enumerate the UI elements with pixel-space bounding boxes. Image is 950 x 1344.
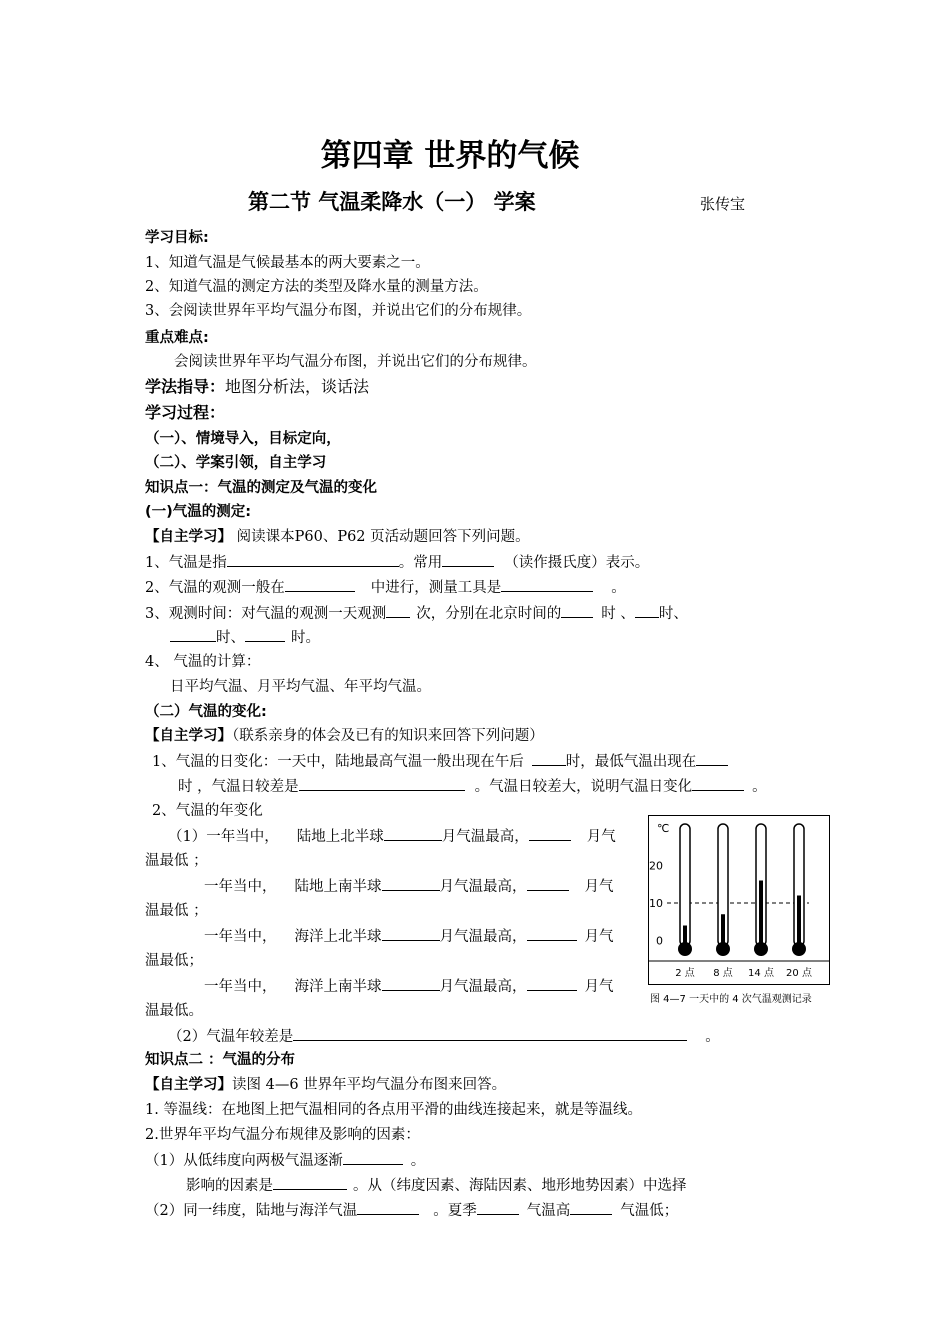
process-heading: 学习过程： xyxy=(145,403,226,422)
knowledge-text: 2.世界年平均气温分布规律及影响的因素： xyxy=(145,1127,420,1143)
knowledge-point-heading: 知识点一：气温的测定及气温的变化 xyxy=(145,480,377,496)
instruction-text: 阅读课本P60、P62 页活动题回答下列问题。 xyxy=(232,529,530,545)
goal-item: 2、知道气温的测定方法的类型及降水量的测量方法。 xyxy=(145,279,488,295)
question-text: （1） xyxy=(168,829,207,845)
question-text: 气温高 xyxy=(526,1203,571,1219)
answer-blank[interactable] xyxy=(561,603,593,618)
mercury-column xyxy=(759,881,763,950)
step-heading: （一）、情境导入，目标定向， xyxy=(145,431,341,447)
question-text: （1）从低纬度向两极气温逐渐 xyxy=(145,1153,343,1169)
time-label: 20 点 xyxy=(786,968,812,979)
question-text: （2）同一纬度，陆地与海洋气温 xyxy=(145,1203,358,1219)
question-text: 。 xyxy=(705,1029,720,1045)
y-tick-label: 20 xyxy=(649,859,663,873)
question-line xyxy=(178,776,767,797)
question-text: 3、观测时间：对气温的观测一天观测 xyxy=(145,606,387,622)
answer-blank[interactable] xyxy=(692,776,744,791)
question-text: 月气 xyxy=(584,979,614,995)
question-text: 海洋上北半球 xyxy=(294,929,382,945)
question-text: 时，最低气温出现在 xyxy=(565,754,697,770)
subsection-heading: （二）气温的变化: xyxy=(145,704,267,720)
self-study-line xyxy=(145,527,530,547)
question-text: 时。 xyxy=(291,630,320,646)
instruction-text: 读图 4—6 世界年平均气温分布图来回答。 xyxy=(232,1077,507,1093)
question-text: 陆地上北半球 xyxy=(296,829,384,845)
mercury-column xyxy=(797,896,801,950)
question-line xyxy=(145,577,626,598)
question-text: 日平均气温、月平均气温、年平均气温。 xyxy=(170,679,431,695)
question-text: 。 xyxy=(752,779,767,795)
unit-label: ℃ xyxy=(657,822,670,835)
section-subtitle: 第二节 气温柔降水（一） 学案 xyxy=(248,190,536,214)
self-study-label: 【自主学习】 xyxy=(145,728,232,744)
question-text: 月气温最高， xyxy=(441,829,529,845)
question-line xyxy=(204,876,614,897)
time-label: 8 点 xyxy=(713,968,733,979)
mercury-column xyxy=(683,926,687,950)
answer-blank[interactable] xyxy=(477,1200,519,1215)
question-text: 海洋上南半球 xyxy=(294,979,382,995)
answer-blank[interactable] xyxy=(527,926,577,941)
method-label: 学法指导： xyxy=(145,377,226,396)
answer-blank[interactable] xyxy=(285,577,355,592)
question-text: 2、气温的年变化 xyxy=(152,803,263,819)
question-text: 。气温日较差大，说明气温日变化 xyxy=(474,779,693,795)
question-text: 2、气温的观测一般在 xyxy=(145,580,285,596)
question-text: 次，分别在北京时间的 xyxy=(416,606,562,622)
question-text: 时 ，气温日较差是 xyxy=(178,779,299,795)
question-text: 月气 xyxy=(584,879,614,895)
question-text: 月气温最高， xyxy=(439,979,527,995)
question-text: 中进行，测量工具是 xyxy=(370,580,502,596)
question-text: 月气温最高， xyxy=(439,929,527,945)
question-line xyxy=(168,826,616,847)
time-label: 14 点 xyxy=(748,968,774,979)
method-text: 地图分析法，谈话法 xyxy=(225,377,370,396)
question-text: 温最低 ； xyxy=(145,903,208,919)
question-text: 气温低； xyxy=(620,1203,679,1219)
question-text: 。 xyxy=(410,1153,426,1169)
question-line xyxy=(145,603,688,624)
answer-blank[interactable] xyxy=(501,577,593,592)
question-text: 一年当中， xyxy=(206,829,279,845)
y-tick-label: 0 xyxy=(656,934,663,948)
question-text: 温最低。 xyxy=(145,1003,203,1019)
key-heading: 重点难点: xyxy=(145,330,209,346)
question-text: 。从（纬度因素、海陆因素、地形地势因素）中选择 xyxy=(353,1178,687,1194)
answer-blank[interactable] xyxy=(273,1175,347,1190)
question-text: 陆地上南半球 xyxy=(294,879,382,895)
author-name: 张传宝 xyxy=(700,195,746,213)
answer-blank[interactable] xyxy=(527,976,577,991)
question-text: 时、 xyxy=(658,606,688,622)
answer-blank[interactable] xyxy=(386,603,410,618)
question-text: 。常用 xyxy=(398,555,443,571)
answer-blank[interactable] xyxy=(382,926,440,941)
knowledge-point-heading: 知识点二 ：气温的分布 xyxy=(145,1052,296,1068)
answer-blank[interactable] xyxy=(382,976,440,991)
answer-blank[interactable] xyxy=(170,627,216,642)
answer-blank[interactable] xyxy=(529,826,571,841)
question-line xyxy=(186,1175,687,1196)
answer-blank[interactable] xyxy=(384,826,442,841)
goal-item: 1、知道气温是气候最基本的两大要素之一。 xyxy=(145,255,430,271)
instruction-text: （联系亲身的体会及已有的知识来回答下列问题） xyxy=(232,728,544,744)
answer-blank[interactable] xyxy=(382,876,440,891)
question-line xyxy=(145,552,649,573)
question-line xyxy=(168,1026,720,1047)
question-text: 月气 xyxy=(586,829,616,845)
goal-item: 3、会阅读世界年平均气温分布图，并说出它们的分布规律。 xyxy=(145,303,532,319)
mercury-column xyxy=(721,914,725,949)
question-text: 一年当中， xyxy=(204,929,277,945)
question-line xyxy=(204,976,614,997)
answer-blank[interactable] xyxy=(343,1150,403,1165)
answer-blank[interactable] xyxy=(570,1200,612,1215)
question-text: 月气 xyxy=(584,929,614,945)
question-text: 一年当中， xyxy=(204,979,277,995)
question-line xyxy=(145,1150,425,1171)
key-text: 会阅读世界年平均气温分布图，并说出它们的分布规律。 xyxy=(174,354,537,370)
method-line xyxy=(145,377,369,397)
answer-blank[interactable] xyxy=(293,1026,687,1041)
answer-blank[interactable] xyxy=(696,751,728,766)
time-label: 2 点 xyxy=(675,968,695,979)
question-line xyxy=(204,926,614,947)
question-text: 一年当中， xyxy=(204,879,277,895)
goals-heading: 学习目标: xyxy=(145,230,209,246)
question-text: 1、气温的日变化：一天中，陆地最高气温一般出现在午后 xyxy=(152,754,524,770)
self-study-label: 【自主学习】 xyxy=(145,1077,232,1093)
subsection-heading: (一)气温的测定: xyxy=(145,504,252,520)
question-line xyxy=(152,751,728,772)
question-text: 。 xyxy=(611,580,626,596)
question-text: 影响的因素是 xyxy=(186,1178,273,1194)
self-study-line xyxy=(145,726,544,746)
question-text: 月气温最高， xyxy=(439,879,527,895)
page-title: 第四章 世界的气候 xyxy=(320,138,580,174)
question-text: （读作摄氏度）表示。 xyxy=(504,555,650,571)
question-text: 4、 气温的计算： xyxy=(145,654,261,670)
y-tick-label: 10 xyxy=(649,897,663,910)
question-text: 温最低 ； xyxy=(145,853,208,869)
knowledge-text: 1. 等温线：在地图上把气温相同的各点用平滑的曲线连接起来，就是等温线。 xyxy=(145,1102,642,1118)
answer-blank[interactable] xyxy=(532,751,566,766)
answer-blank[interactable] xyxy=(245,627,285,642)
question-text: （2）气温年较差是 xyxy=(168,1029,294,1045)
thermometer-chart xyxy=(649,816,829,984)
answer-blank[interactable] xyxy=(442,552,494,567)
question-text: 温最低； xyxy=(145,953,203,969)
thermometer-figure xyxy=(648,815,830,985)
question-text: 。夏季 xyxy=(433,1203,477,1219)
step-heading: （二）、学案引领，自主学习 xyxy=(145,455,327,471)
question-text: 时 、 xyxy=(601,606,635,622)
question-line xyxy=(170,627,320,648)
figure-caption: 图 4—7 一天中的 4 次气温观测记录 xyxy=(650,994,812,1005)
answer-blank[interactable] xyxy=(357,1200,419,1215)
answer-blank[interactable] xyxy=(635,603,659,618)
answer-blank[interactable] xyxy=(227,552,399,567)
self-study-line xyxy=(145,1075,506,1095)
answer-blank[interactable] xyxy=(527,876,569,891)
question-text: 1、气温是指 xyxy=(145,555,227,571)
question-text: 时、 xyxy=(216,630,245,646)
answer-blank[interactable] xyxy=(299,776,465,791)
self-study-label: 【自主学习】 xyxy=(145,529,232,545)
question-line xyxy=(145,1200,678,1221)
